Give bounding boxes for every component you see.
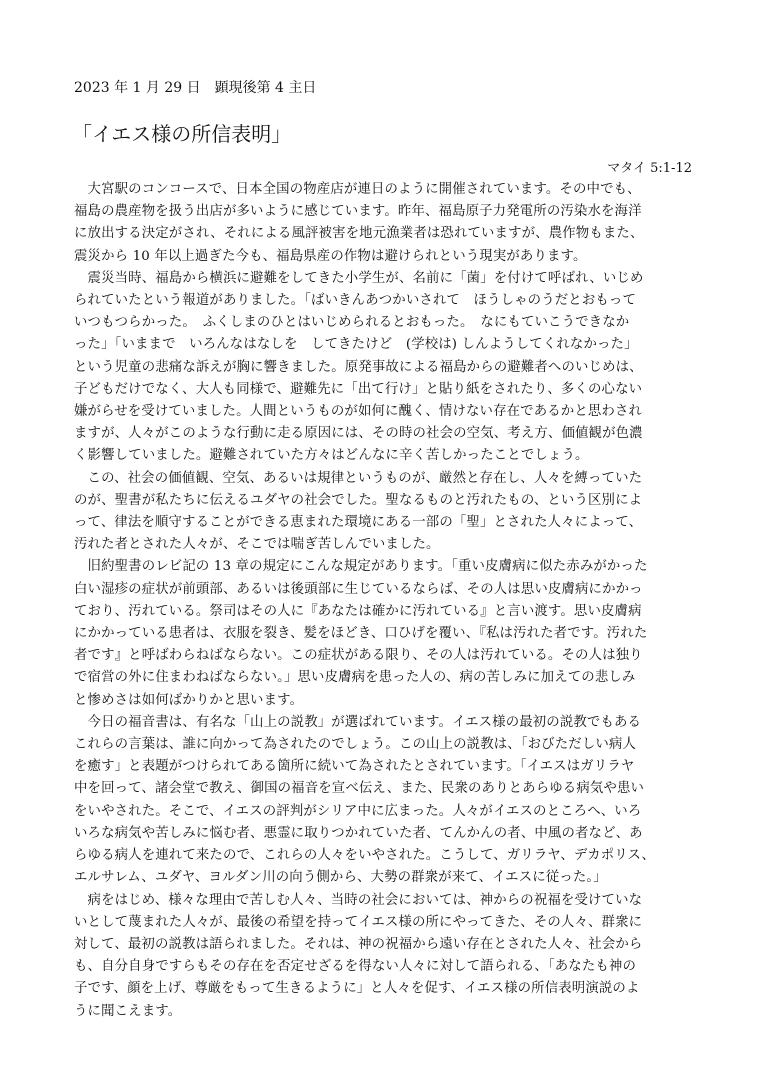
text-line: をいやされた。そこで、イエスの評判がシリア中に広まった。人々がイエスのところへ、いろ bbox=[74, 803, 642, 819]
paragraph-4 bbox=[74, 556, 696, 711]
text-line: も、自分自身ですらもその存在を否定せざるを得ない人々に対して語られる、「あなたも神の bbox=[74, 959, 637, 975]
text-line: 白い湿疹の症状が前頭部、あるいは後頭部に生じているならば、その人は思い皮膚病にかかっ bbox=[74, 581, 643, 597]
text-line: ており、汚れている。祭司はその人に『あなたは確かに汚れている』と言い渡す。思い皮膚病 bbox=[74, 603, 642, 619]
text-line: いろな病気や苦しみに悩む者、悪霊に取りつかれていた者、てんかんの者、中風の者など、あ bbox=[74, 825, 643, 841]
text-line: 震災から 10 年以上過ぎた今も、福島県産の作物は避けられという現実があります。 bbox=[74, 248, 587, 264]
text-line: く影響していました。避難されていた方々はどんなに辛く苦しかったことでしょう。 bbox=[74, 448, 589, 464]
text-line: と惨めさは如何ばかりかと思います。 bbox=[74, 692, 304, 708]
text-line: 子です、顔を上げ、尊厳をもって生きるように」と人々を促す、イエス様の所信表明演説のよ bbox=[74, 981, 640, 997]
text-line: られていたという報道がありました。「ばいきんあつかいされて ほうしゃのうだとおもって bbox=[74, 293, 637, 309]
text-line: 大宮駅のコンコースで、日本全国の物産店が連日のように開催されています。その中でも、 bbox=[74, 182, 641, 197]
text-line: 汚れた者とされた人々が、そこでは喘ぎ苦しんでいました。 bbox=[74, 537, 440, 553]
text-line: った」「いままで いろんなはなしを してきたけど (学校は) しんようしてくれなかった」 bbox=[74, 337, 638, 353]
text-line: にかかっている患者は、衣服を裂き、髪をほどき、口ひげを覆い、『私は汚れた者です。汚れた bbox=[74, 626, 648, 642]
text-line: に放出する決定がされ、それによる風評被害を地元漁業者は恐れていますが、農作物もまた、 bbox=[74, 226, 644, 242]
text-line: これらの言葉は、誰に向かって為されたのでしょう。この山上の説教は、「おびただしい病人 bbox=[74, 737, 637, 753]
paragraph-3 bbox=[74, 468, 696, 557]
text-line: を癒す」と表題がつけられてある箇所に続いて為されたとされています。「イエスはガリラヤ bbox=[74, 759, 635, 775]
text-line: で宿営の外に住まわねばならない。」思い皮膚病を患った人の、病の苦しみに加えての悲しみ bbox=[74, 670, 636, 686]
text-line: 対して、最初の説教は語られました。それは、神の祝福から遠い存在とされた人々、社会から bbox=[74, 936, 643, 952]
date-line: 2023 年 1 月 29 日 顕現後第 4 主日 bbox=[74, 80, 317, 96]
text-line: いとして蔑まれた人々が、最後の希望を持ってイエス様の所にやってきた、その人々、群衆に bbox=[74, 914, 643, 930]
paragraph-5 bbox=[74, 712, 696, 890]
text-line: この、社会の価値観、空気、あるいは規律というものが、厳然と存在し、人々を縛っていた bbox=[74, 470, 643, 486]
text-line: という児童の悲痛な訴えが胸に響きました。原発事故による福島からの避難者へのいじめは、 bbox=[74, 359, 643, 375]
scripture-reference: マタイ 5:1-12 bbox=[607, 161, 692, 176]
text-line: 中を回って、諸会堂で教え、御国の福音を宣べ伝え、また、民衆のありとあらゆる病気や患い bbox=[74, 781, 645, 797]
paragraph-1 bbox=[74, 179, 696, 268]
sermon-body bbox=[74, 179, 696, 1023]
text-line: 震災当時、福島から横浜に避難をしてきた小学生が、名前に「菌」を付けて呼ばれ、いじめ bbox=[74, 270, 644, 286]
text-line: 嫌がらせを受けていました。人間というものが如何に醜く、情けない存在であるかと思わされ bbox=[74, 404, 643, 420]
text-line: 病をはじめ、様々な理由で苦しむ人々、当時の社会においては、神からの祝福を受けていな bbox=[74, 892, 643, 908]
paragraph-6 bbox=[74, 890, 696, 1023]
text-line: うに聞こえます。 bbox=[74, 1003, 182, 1019]
text-line: 子どもだけでなく、大人も同様で、避難先に「出て行け」と貼り紙をされたり、多くの心ない bbox=[74, 381, 643, 397]
text-line: 旧約聖書のレビ記の 13 章の規定にこんな規定があります。「重い皮膚病に似た赤みがかった bbox=[74, 559, 648, 575]
text-line: 者です』と呼ばわらねばならない。この症状がある限り、その人は汚れている。その人は独り bbox=[74, 648, 643, 664]
text-line: 福島の農産物を扱う出店が多いように感じています。昨年、福島原子力発電所の汚染水を海洋 bbox=[74, 204, 642, 220]
text-line: らゆる病人を連れて来たので、これらの人々をいやされた。こうして、ガリラヤ、デカポリス、 bbox=[74, 848, 656, 864]
paragraph-2 bbox=[74, 268, 696, 468]
text-line: いつもつらかった。 ふくしまのひとはいじめられるとおもった。 なにもていこうできなか bbox=[74, 315, 630, 331]
text-line: ますが、人々がこのような行動に走る原因には、その時の社会の空気、考え方、価値観が色濃 bbox=[74, 426, 643, 442]
text-line: 今日の福音書は、有名な「山上の説教」が選ばれています。イエス様の最初の説教でもある bbox=[74, 714, 642, 730]
text-line: って、律法を順守することができる恵まれた環境にある一部の「聖」とされた人々によって、 bbox=[74, 515, 643, 531]
text-line: エルサレム、ユダヤ、ヨルダン川の向う側から、大勢の群衆が来て、イエスに従った。」 bbox=[74, 870, 607, 886]
text-line: のが、聖書が私たちに伝えるユダヤの社会でした。聖なるものと汚れたもの、という区別によ bbox=[74, 492, 643, 508]
sermon-title: 「イエス様の所信表明」 bbox=[72, 122, 292, 146]
